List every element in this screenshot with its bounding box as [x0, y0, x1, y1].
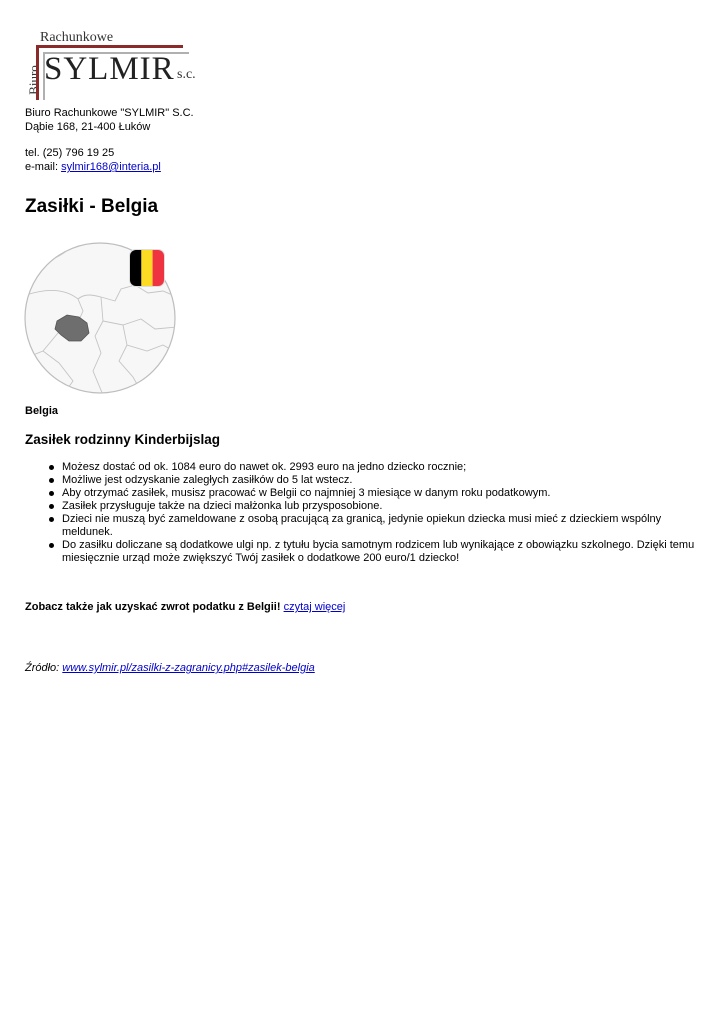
source-label: Źródło:	[25, 662, 63, 674]
belgium-flag-icon	[129, 249, 165, 287]
logo-side-word: Biuro	[26, 65, 41, 95]
belgium-map-icon	[23, 241, 177, 395]
source-line	[25, 662, 315, 674]
page-title: Zasiłki - Belgia	[25, 196, 159, 217]
logo-suffix: s.c.	[177, 67, 196, 82]
see-also-text: Zobacz także jak uzyskać zwrot podatku z Belgii!	[25, 601, 281, 613]
company-address: Dąbie 168, 21-400 Łuków	[25, 121, 151, 133]
email-line	[25, 160, 194, 174]
benefits-list	[25, 461, 695, 565]
logo-name: SYLMIR	[44, 51, 175, 87]
read-more-link[interactable]: czytaj więcej	[283, 601, 346, 613]
email-label: e-mail:	[25, 161, 62, 173]
see-also	[25, 601, 345, 613]
list-item: Zasiłek przysługuje także na dzieci małżonka lub przysposobione.	[62, 500, 695, 513]
country-label: Belgia	[25, 405, 59, 417]
email-link[interactable]: sylmir168@interia.pl	[61, 161, 161, 173]
contact-block	[25, 106, 194, 174]
list-item: Możliwe jest odzyskanie zaległych zasiłków do 5 lat wstecz.	[62, 474, 695, 487]
logo-top-word: Rachunkowe	[40, 30, 114, 45]
list-item: Możesz dostać od ok. 1084 euro do nawet ok. 2993 euro na jedno dziecko rocznie;	[62, 461, 695, 474]
company-name: Biuro Rachunkowe "SYLMIR" S.C.	[25, 107, 194, 119]
list-item: Dzieci nie muszą być zameldowane z osobą pracującą za granicą, jedynie opiekun dziecka musi mieć z dzieckiem wspólny meldunek.	[62, 513, 695, 539]
company-phone: tel. (25) 796 19 25	[25, 147, 115, 159]
list-item: Aby otrzymać zasiłek, musisz pracować w Belgii co najmniej 3 miesiące w danym roku podatkowym.	[62, 487, 695, 500]
company-logo	[22, 30, 222, 100]
list-item: Do zasiłku doliczane są dodatkowe ulgi np. z tytułu bycia samotnym rodzicem lub wynikające z obowiązku szkolnego. Dzięki temu miesięcznie urząd może zwiększyć Twój zasiłek o dodatkowe 200 euro/1 dziecko!	[62, 539, 695, 564]
section-title: Zasiłek rodzinny Kinderbijslag	[25, 432, 221, 447]
source-link[interactable]: www.sylmir.pl/zasilki-z-zagranicy.php#zasilek-belgia	[62, 662, 315, 674]
